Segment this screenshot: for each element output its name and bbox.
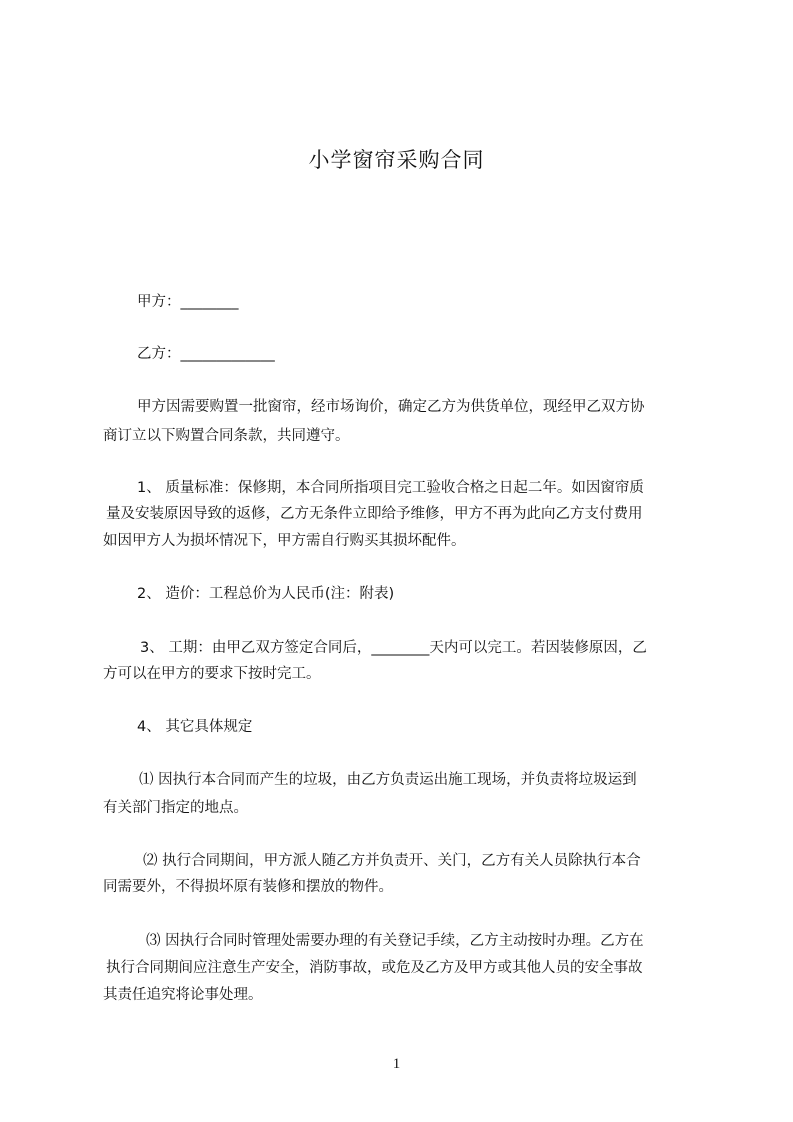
clause-3-line-2: 方可以在甲方的要求下按时完工。 [103,666,321,682]
document-title: 小学窗帘采购合同 [308,148,485,172]
sub-clause-2-line-2: 同需要外，不得损坏原有装修和摆放的物件。 [103,879,393,895]
sub-clause-1-line-1: ⑴ 因执行本合同而产生的垃圾，由乙方负责运出施工现场，并负责将垃圾运到 [139,772,637,788]
page-number: 1 [392,1056,401,1072]
clause-1-line-3: 如因甲方人为损坏情况下，甲方需自行购买其损坏配件。 [103,533,466,549]
party-a-line: 甲方：________ [137,294,239,310]
clause-4-line: 4、 其它具体规定 [137,719,253,735]
sub-clause-1-line-2: 有关部门指定的地点。 [103,800,248,816]
party-b-line: 乙方：_____________ [137,346,275,362]
sub-clause-3-line-1: ⑶ 因执行合同时管理处需要办理的有关登记手续，乙方主动按时办理。乙方在 [146,933,644,949]
sub-clause-2-line-1: ⑵ 执行合同期间，甲方派人随乙方并负责开、关门，乙方有关人员除执行本合 [143,853,641,869]
sub-clause-3-line-3: 其责任追究将论事处理。 [103,987,263,1003]
clause-3-line-1: 3、 工期：由甲乙双方签定合同后，________天内可以完工。若因装修原因，乙 [140,640,647,656]
clause-2-line: 2、 造价：工程总价为人民币(注：附表) [137,586,395,602]
clause-1-line-2: 量及安装原因导致的返修，乙方无条件立即给予维修，甲方不再为此向乙方支付费用 [106,506,643,522]
intro-line-2: 商订立以下购置合同条款，共同遵守。 [103,428,350,444]
clause-1-line-1: 1、 质量标准：保修期，本合同所指项目完工验收合格之日起二年。如因窗帘质 [137,480,644,496]
sub-clause-3-line-2: 执行合同期间应注意生产安全，消防事故，或危及乙方及甲方或其他人员的安全事故 [106,960,643,976]
intro-line-1: 甲方因需要购置一批窗帘，经市场询价，确定乙方为供货单位，现经甲乙双方协 [137,399,645,415]
